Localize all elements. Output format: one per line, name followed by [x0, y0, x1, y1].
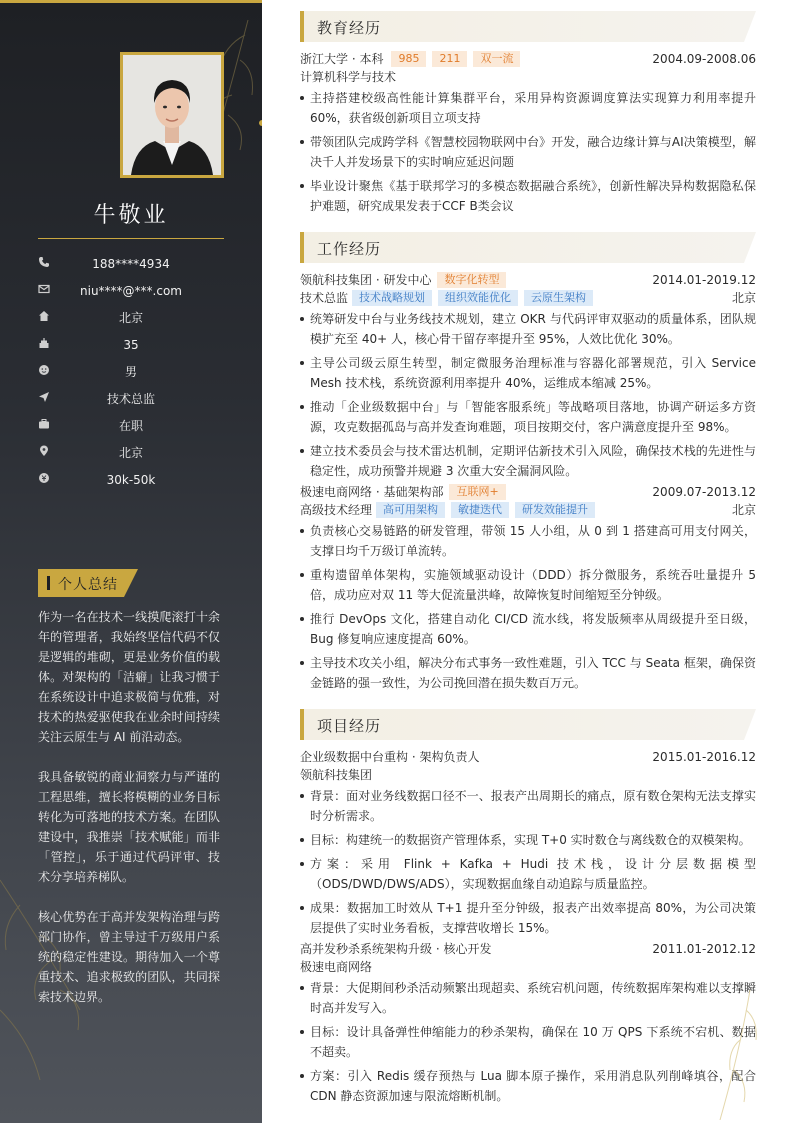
company-tag: 互联网+ — [449, 484, 505, 500]
list-item: 主持搭建校级高性能计算集群平台，采用异构资源调度算法实现算力利用率提升60%，获省级创新项目立项支持 — [300, 88, 756, 128]
list-item: 带领团队完成跨学科《智慧校园物联网中台》开发，融合边缘计算与AI决策模型，解决千人并发场景下的实时响应延迟问题 — [300, 132, 756, 172]
work-role-row — [300, 289, 756, 307]
skill-tag: 研发效能提升 — [515, 502, 595, 518]
contact-gender: 男 — [38, 358, 224, 385]
project-header — [300, 940, 756, 958]
list-item: 毕业设计聚焦《基于联邦学习的多模态数据融合系统》，创新性解决异构数据隐私保护难题，研究成果发表于CCF B类会议 — [300, 176, 756, 216]
school-name: 浙江大学 · 本科 — [300, 52, 384, 66]
job-title: 技术总监 — [300, 291, 349, 305]
send-icon — [38, 391, 50, 403]
sidebar — [0, 0, 262, 1123]
person-icon — [38, 364, 50, 376]
work-date: 2014.01-2019.12 — [652, 273, 756, 287]
skill-tag: 敏捷迭代 — [451, 502, 509, 518]
work-heading: 工作经历 — [300, 232, 756, 263]
list-item: 方案：引入 Redis 缓存预热与 Lua 脚本原子操作，采用消息队列削峰填谷，配合 CDN 静态资源加速与限流熔断机制。 — [300, 1066, 756, 1106]
list-item: 背景：大促期间秒杀活动频繁出现超卖、系统宕机问题，传统数据库架构难以支撑瞬时高并发写入。 — [300, 978, 756, 1018]
list-item: 方案：采用 Flink + Kafka + Hudi 技术栈，设计分层数据模型（ODS/DWD/DWS/ADS），实现数据血缘自动追踪与质量监控。 — [300, 854, 756, 894]
project-bullets — [300, 978, 756, 1106]
contact-phone: 188****4934 — [38, 250, 224, 277]
education-bullets — [300, 88, 756, 216]
work-date: 2009.07-2013.12 — [652, 485, 756, 499]
profile-photo — [120, 52, 224, 178]
work-bullets — [300, 309, 756, 481]
work-item — [300, 483, 756, 697]
education-date: 2004.09-2008.06 — [652, 52, 756, 66]
contact-position: 技术总监 — [38, 385, 224, 412]
projects-heading: 项目经历 — [300, 709, 756, 740]
name-divider — [38, 238, 224, 239]
cake-icon — [38, 337, 50, 349]
work-city: 北京 — [731, 291, 756, 305]
work-company-row — [300, 271, 756, 289]
project-name: 企业级数据中台重构 · 架构负责人 — [300, 750, 480, 764]
summary-text — [38, 607, 220, 1027]
summary-paragraph: 核心优势在于高并发架构治理与跨部门协作，曾主导过千万级用户系统的稳定性建设。期待加入一个尊重技术、追求极致的团队，共同探索技术边界。 — [38, 910, 220, 1004]
company-tag: 数字化转型 — [437, 272, 506, 288]
list-item: 目标：构建统一的数据资产管理体系，实现 T+0 实时数仓与离线数仓的双模架构。 — [300, 830, 756, 850]
location-icon — [38, 445, 50, 457]
project-item — [300, 748, 756, 942]
list-item: 背景：面对业务线数据口径不一、报表产出周期长的痛点，原有数仓架构无法支撑实时分析需求。 — [300, 786, 756, 826]
contact-status: 在职 — [38, 412, 224, 439]
summary-paragraph: 作为一名在技术一线摸爬滚打十余年的管理者，我始终坚信代码不仅是逻辑的堆砌，更是业务价值的载体。对架构的「洁癖」让我习惯于在系统设计中追求极简与优雅，对技术的热爱驱使我在业余时间持续关注云原生与 AI 前沿动态。 — [38, 610, 220, 744]
contact-location: 北京 — [38, 439, 224, 466]
list-item: 负责核心交易链路的研发管理，带领 15 人小组，从 0 到 1 搭建高可用支付网关，支撑日均千万级订单流转。 — [300, 521, 756, 561]
avatar — [123, 55, 221, 175]
company-name: 极速电商网络 · 基础架构部 — [300, 485, 444, 499]
work-city: 北京 — [731, 503, 756, 517]
education-major: 计算机科学与技术 — [300, 70, 397, 84]
company-name: 领航科技集团 · 研发中心 — [300, 273, 432, 287]
skill-tag: 云原生架构 — [524, 290, 593, 306]
contact-salary: 30k-50k — [38, 466, 224, 493]
briefcase-icon — [38, 418, 50, 430]
project-bullets — [300, 786, 756, 938]
candidate-name: 牛敬业 — [93, 203, 169, 228]
list-item: 推动「企业级数据中台」与「智能客服系统」等战略项目落地，协调产研运多方资源，攻克数据孤岛与高并发查询难题，项目按期交付，客户满意度提升至 98%。 — [300, 397, 756, 437]
list-item: 建立技术委员会与技术雷达机制，定期评估新技术引入风险，确保技术栈的先进性与稳定性，成功预警并规避 3 次重大安全漏洞风险。 — [300, 441, 756, 481]
school-tag: 985 — [391, 51, 426, 67]
education-heading: 教育经历 — [300, 11, 756, 42]
gold-leaf-decoration — [700, 990, 760, 1120]
contact-email: niu****@***.com — [38, 277, 224, 304]
contact-home: 北京 — [38, 304, 224, 331]
education-header — [300, 50, 756, 68]
project-org: 领航科技集团 — [300, 768, 373, 782]
education-section — [300, 50, 756, 220]
work-company-row — [300, 483, 756, 501]
list-item: 主导公司级云原生转型，制定微服务治理标准与容器化部署规范，引入 Service Mesh 技术栈，系统资源利用率提升 40%，运维成本缩减 25%。 — [300, 353, 756, 393]
work-bullets — [300, 521, 756, 693]
project-date: 2011.01-2012.12 — [652, 942, 756, 956]
phone-icon — [38, 256, 50, 268]
list-item: 目标：设计具备弹性伸缩能力的秒杀架构，确保在 10 万 QPS 下系统不宕机、数据不超卖。 — [300, 1022, 756, 1062]
contact-list — [38, 250, 224, 493]
project-header — [300, 748, 756, 766]
project-item — [300, 940, 756, 1110]
summary-heading: 个人总结 — [38, 569, 138, 597]
list-item: 重构遗留单体架构，实施领域驱动设计（DDD）拆分微服务，系统吞吐量提升 5 倍，成功应对双 11 等大促流量洪峰，故障恢复时间缩短至分钟级。 — [300, 565, 756, 605]
work-item — [300, 271, 756, 485]
school-tag: 双一流 — [473, 51, 520, 67]
project-date: 2015.01-2016.12 — [652, 750, 756, 764]
list-item: 成果：数据加工时效从 T+1 提升至分钟级，报表产出效率提高 80%，为公司决策层提供了实时业务看板，支撑营收增长 15%。 — [300, 898, 756, 938]
project-org: 极速电商网络 — [300, 960, 373, 974]
work-role-row — [300, 501, 756, 519]
contact-age: 35 — [38, 331, 224, 358]
home-icon — [38, 310, 50, 322]
list-item: 主导技术攻关小组，解决分布式事务一致性难题，引入 TCC 与 Seata 框架，确保资金链路的强一致性，为公司挽回潜在损失数百万元。 — [300, 653, 756, 693]
summary-paragraph: 我具备敏锐的商业洞察力与严谨的工程思维，擅长将模糊的业务目标转化为可落地的技术方案。在团队建设中，我推崇「技术赋能」而非「管控」，乐于通过代码评审、技术分享培养梯队。 — [38, 770, 220, 884]
job-title: 高级技术经理 — [300, 503, 373, 517]
project-name: 高并发秒杀系统架构升级 · 核心开发 — [300, 942, 492, 956]
money-icon — [38, 472, 50, 484]
skill-tag: 组织效能优化 — [438, 290, 518, 306]
list-item: 推行 DevOps 文化，搭建自动化 CI/CD 流水线，将发版频率从周级提升至日级，Bug 修复响应速度提高 60%。 — [300, 609, 756, 649]
mail-icon — [38, 283, 50, 295]
school-tag: 211 — [432, 51, 467, 67]
skill-tag: 高可用架构 — [376, 502, 445, 518]
skill-tag: 技术战略规划 — [352, 290, 432, 306]
list-item: 统筹研发中台与业务线技术规划，建立 OKR 与代码评审双驱动的质量体系，团队规模扩充至 40+ 人，核心骨干留存率提升至 95%，人效比优化 30%。 — [300, 309, 756, 349]
